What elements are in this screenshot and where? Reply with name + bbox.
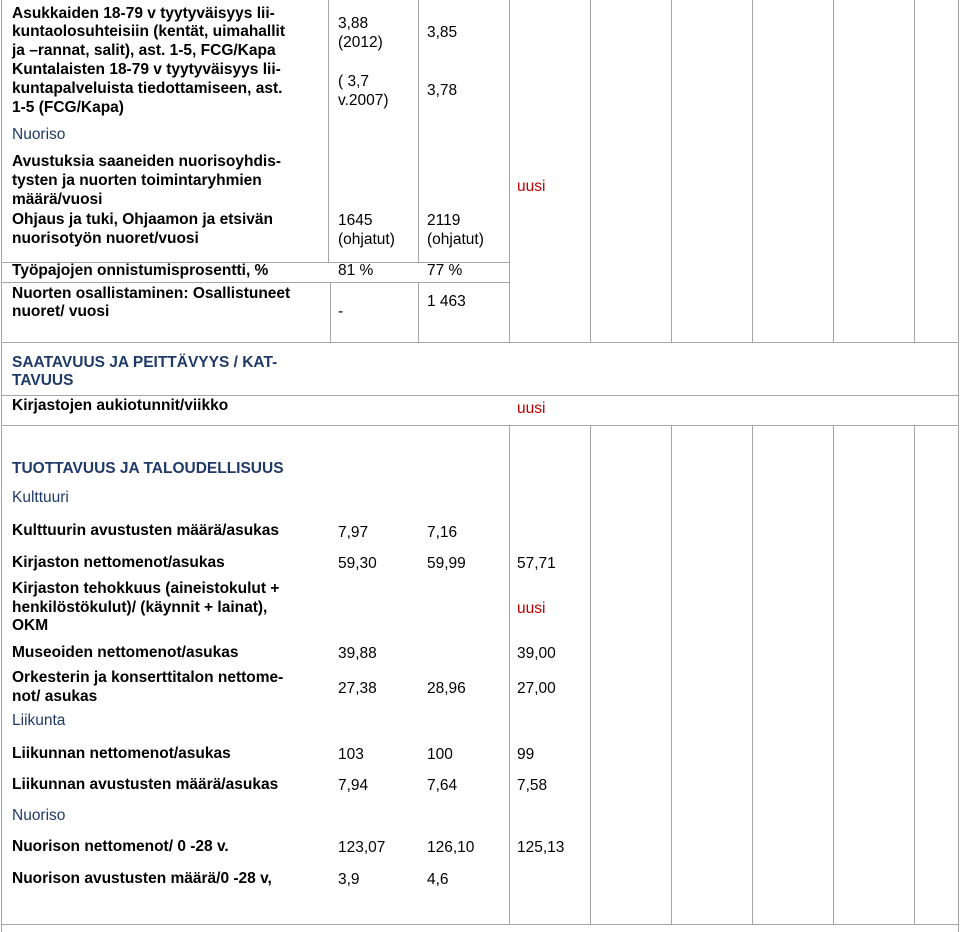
row-label: Asukkaiden 18-79 v tyytyväisyys lii- [12, 5, 275, 22]
section-header-kulttuuri: Kulttuuri [12, 489, 69, 506]
value-col-3: 7,58 [517, 777, 548, 794]
row-label: Työpajojen onnistumisprosentti, % [12, 262, 269, 279]
row-label: tysten ja nuorten toimintaryhmien [12, 172, 262, 189]
value-2013: 2119 [427, 212, 461, 229]
row-label: Nuorison avustusten määrä/0 -28 v, [12, 870, 272, 887]
row-label: ja –rannat, salit), ast. 1-5, FCG/Kapa [12, 42, 276, 59]
value-col-1: 7,94 [338, 777, 369, 794]
uusi-badge: uusi [517, 600, 546, 617]
section-header-nuoriso-2: Nuoriso [12, 807, 66, 824]
row-label: Liikunnan nettomenot/asukas [12, 745, 231, 762]
value-col-3: 99 [517, 746, 535, 763]
row-label: nuorisotyön nuoret/vuosi [12, 230, 199, 247]
row-label: Avustuksia saaneiden nuorisoyhdis- [12, 153, 282, 170]
value-col-3: 125,13 [517, 839, 565, 856]
row-label: Nuorten osallistaminen: Osallistuneet [12, 285, 291, 302]
row-label: Museoiden nettomenot/asukas [12, 644, 239, 661]
value-col-1: 3,9 [338, 871, 360, 888]
row-label: 1-5 (FCG/Kapa) [12, 99, 124, 116]
value-col-1: 59,30 [338, 555, 377, 572]
value-col-3: 57,71 [517, 555, 556, 572]
value-2012-note: v.2007) [338, 92, 389, 109]
section-header-line: SAATAVUUS JA PEITTÄVYYS / KAT- [12, 354, 278, 371]
value-2012: 81 % [338, 262, 374, 279]
value-2012: 3,88 [338, 15, 369, 32]
section-header-liikunta: Liikunta [12, 712, 66, 729]
row-label: määrä/vuosi [12, 191, 103, 208]
row-label: Nuorison nettomenot/ 0 -28 v. [12, 838, 229, 855]
row-label: OKM [12, 617, 49, 634]
value-col-2: 4,6 [427, 871, 449, 888]
uusi-badge: uusi [517, 400, 546, 417]
value-2012-note: (2012) [338, 34, 383, 51]
value-2012: - [338, 303, 344, 320]
row-label: Liikunnan avustusten määrä/asukas [12, 776, 279, 793]
section-header-nuoriso: Nuoriso [12, 126, 66, 143]
value-col-1: 27,38 [338, 680, 377, 697]
row-label: Kirjastojen aukiotunnit/viikko [12, 397, 229, 414]
value-col-2: 100 [427, 746, 453, 763]
value-2013: 3,85 [427, 24, 458, 41]
uusi-badge: uusi [517, 178, 546, 195]
row-label: Kirjaston nettomenot/asukas [12, 554, 225, 571]
row-label: kuntapalveluista tiedottamiseen, ast. [12, 80, 283, 97]
section-header-tuottavuus: TUOTTAVUUS JA TALOUDELLISUUS [12, 460, 284, 477]
row-label: Kulttuurin avustusten määrä/asukas [12, 522, 280, 539]
value-2012: ( 3,7 [338, 73, 370, 90]
value-2013: 1 463 [427, 293, 466, 310]
row-label: nuoret/ vuosi [12, 303, 110, 320]
value-col-3: 27,00 [517, 680, 556, 697]
row-label: Kuntalaisten 18-79 v tyytyväisyys lii- [12, 61, 281, 78]
value-col-1: 39,88 [338, 645, 377, 662]
row-label: henkilöstökulut)/ (käynnit + lainat), [12, 599, 268, 616]
value-col-2: 126,10 [427, 839, 475, 856]
value-2013: 3,78 [427, 82, 458, 99]
value-2012-note: (ohjatut) [338, 231, 395, 248]
value-col-2: 28,96 [427, 680, 466, 697]
row-label: Ohjaus ja tuki, Ohjaamon ja etsivän [12, 211, 273, 228]
value-col-2: 59,99 [427, 555, 466, 572]
row-label: Orkesterin ja konserttitalon nettome- [12, 669, 284, 686]
value-col-3: 39,00 [517, 645, 556, 662]
value-col-1: 7,97 [338, 524, 369, 541]
value-col-2: 7,16 [427, 524, 458, 541]
row-label: kuntaolosuhteisiin (kentät, uimahallit [12, 23, 286, 40]
value-col-2: 7,64 [427, 777, 458, 794]
value-col-1: 123,07 [338, 839, 386, 856]
value-2013-note: (ohjatut) [427, 231, 484, 248]
row-label: Kirjaston tehokkuus (aineistokulut + [12, 580, 280, 597]
row-label: not/ asukas [12, 688, 98, 705]
section-header-line: TAVUUS [12, 372, 74, 389]
value-2013: 77 % [427, 262, 463, 279]
value-2012: 1645 [338, 212, 373, 229]
value-col-1: 103 [338, 746, 364, 763]
